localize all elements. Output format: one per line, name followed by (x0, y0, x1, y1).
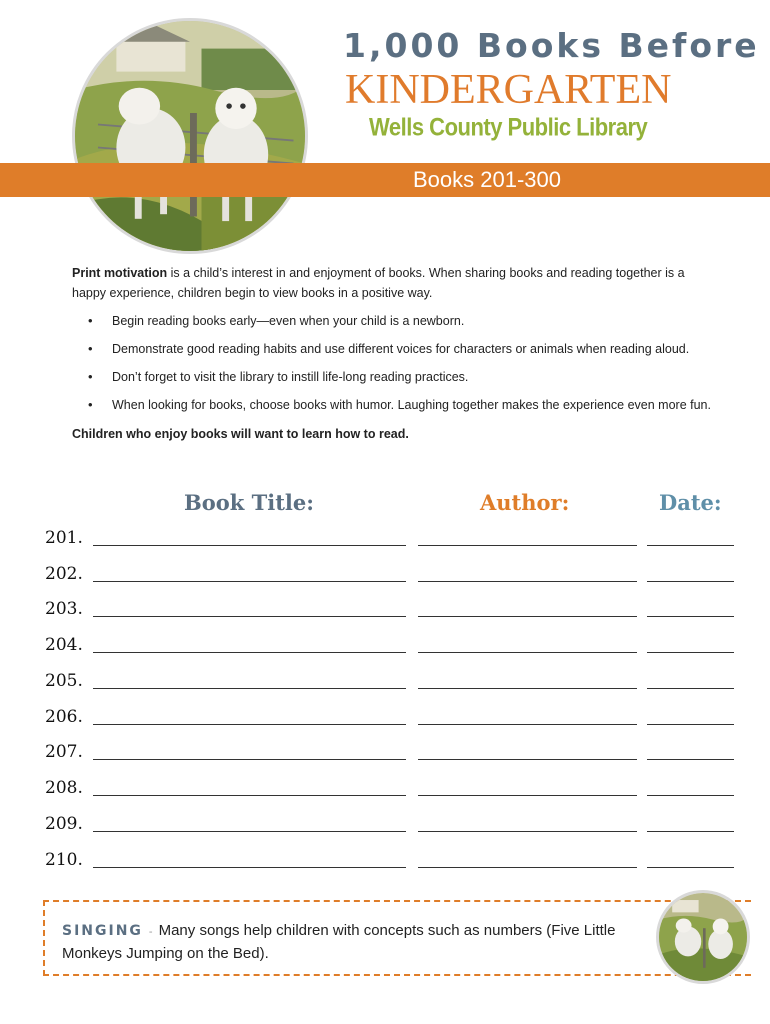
row-number: 206. (45, 707, 83, 727)
tip-item: • Begin reading books early—even when your child is a newborn. (88, 311, 711, 339)
date-field[interactable] (647, 581, 734, 582)
section-band (0, 163, 770, 197)
program-title: 1,000 Books Before (343, 26, 760, 65)
row-number: 203. (45, 599, 83, 619)
date-field[interactable] (647, 867, 734, 868)
intro-term: Print motivation (72, 266, 168, 280)
author-field[interactable] (418, 616, 637, 617)
book-title-field[interactable] (93, 795, 406, 796)
author-field[interactable] (418, 867, 637, 868)
tip-item: • Demonstrate good reading habits and use different voices for characters or animals when reading aloud. (88, 339, 711, 367)
closing-statement: Children who enjoy books will want to learn how to read. (72, 427, 409, 441)
date-field[interactable] (647, 759, 734, 760)
log-row (0, 707, 770, 743)
date-field[interactable] (647, 652, 734, 653)
date-field[interactable] (647, 795, 734, 796)
author-field[interactable] (418, 688, 637, 689)
library-name: Wells County Public Library (369, 113, 648, 141)
book-title-field[interactable] (93, 616, 406, 617)
log-row (0, 814, 770, 850)
book-title-field[interactable] (93, 724, 406, 725)
row-number: 209. (45, 814, 83, 834)
book-title-field[interactable] (93, 581, 406, 582)
author-header: Author: (480, 490, 570, 515)
book-title-field[interactable] (93, 688, 406, 689)
log-row (0, 671, 770, 707)
book-title-field[interactable] (93, 652, 406, 653)
tip-item: • Don’t forget to visit the library to instill life-long reading practices. (88, 367, 711, 395)
book-title-field[interactable] (93, 759, 406, 760)
log-row (0, 564, 770, 600)
log-row (0, 742, 770, 778)
date-field[interactable] (647, 831, 734, 832)
book-title-field[interactable] (93, 867, 406, 868)
tip-heading: SINGING (62, 923, 143, 939)
book-range-label: Books 201-300 (413, 167, 561, 192)
row-number: 210. (45, 850, 83, 870)
row-number: 208. (45, 778, 83, 798)
tip-item: • When looking for books, choose books with humor. Laughing together makes the experience even more fun. (88, 395, 711, 423)
log-row (0, 850, 770, 886)
author-field[interactable] (418, 831, 637, 832)
date-field[interactable] (647, 616, 734, 617)
book-title-field[interactable] (93, 545, 406, 546)
intro-text: is a child’s interest in and enjoyment of books. When sharing books and reading together is a happy experience, children begin to view books in a positive way. (72, 266, 685, 300)
log-row (0, 635, 770, 671)
date-field[interactable] (647, 724, 734, 725)
author-field[interactable] (418, 724, 637, 725)
row-number: 201. (45, 528, 83, 548)
tip-content (62, 920, 622, 964)
lambs-illustration (72, 18, 308, 254)
tip-separator: - (148, 926, 153, 938)
author-field[interactable] (418, 795, 637, 796)
log-row (0, 599, 770, 635)
book-title-field[interactable] (93, 831, 406, 832)
tip-text: Many songs help children with concepts such as numbers (Five Little Monkeys Jumping on the Bed). (62, 922, 616, 962)
date-field[interactable] (647, 545, 734, 546)
author-field[interactable] (418, 581, 637, 582)
lambs-thumbnail (656, 890, 750, 984)
tips-list (88, 311, 711, 423)
program-subtitle: KINDERGARTEN (345, 67, 672, 113)
row-number: 205. (45, 671, 83, 691)
intro-paragraph (72, 263, 712, 303)
row-number: 207. (45, 742, 83, 762)
author-field[interactable] (418, 652, 637, 653)
date-field[interactable] (647, 688, 734, 689)
author-field[interactable] (418, 759, 637, 760)
book-title-header: Book Title: (184, 490, 315, 515)
log-row (0, 778, 770, 814)
log-row (0, 528, 770, 564)
author-field[interactable] (418, 545, 637, 546)
date-header: Date: (659, 490, 722, 515)
row-number: 204. (45, 635, 83, 655)
row-number: 202. (45, 564, 83, 584)
